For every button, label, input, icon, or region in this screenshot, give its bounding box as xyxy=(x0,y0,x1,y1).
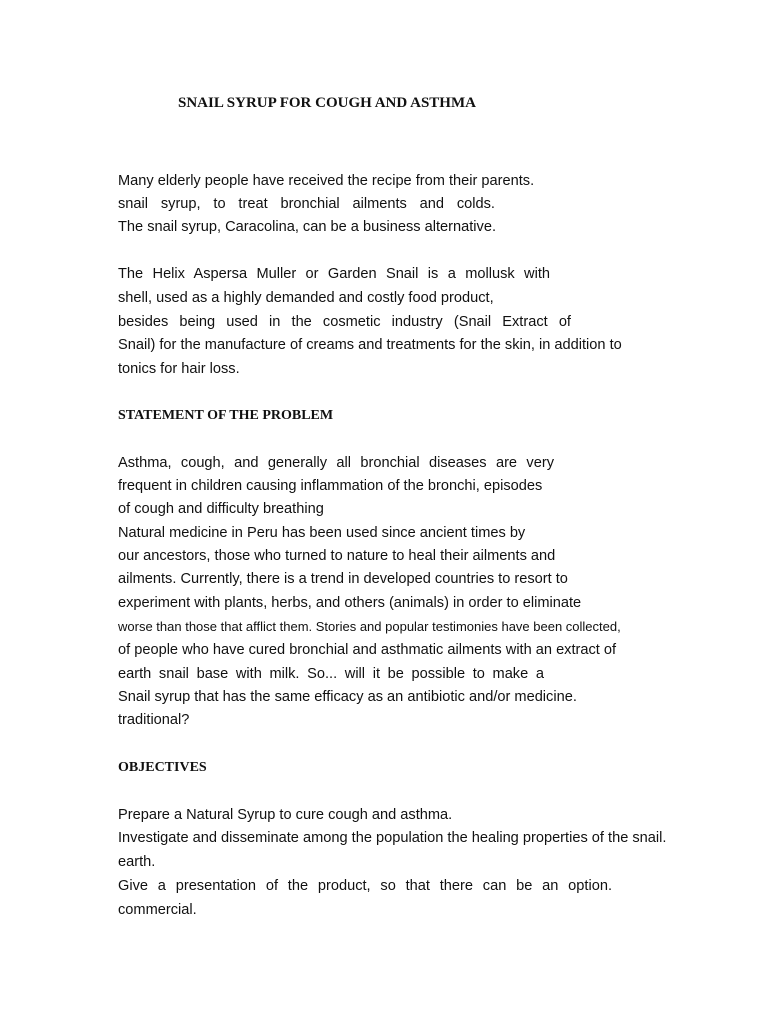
objectives-line-4: Give a presentation of the product, so that there can be an option. xyxy=(118,878,612,894)
problem-line-10: earth snail base with milk. So... will it be possible to make a xyxy=(118,666,544,682)
description-line-5: tonics for hair loss. xyxy=(118,361,240,377)
problem-line-9: of people who have cured bronchial and asthmatic ailments with an extract of xyxy=(118,642,617,658)
objectives-heading: OBJECTIVES xyxy=(118,760,207,775)
problem-line-11: Snail syrup that has the same efficacy as an antibiotic and/or medicine. xyxy=(118,689,577,705)
problem-line-8: worse than those that afflict them. Stories and popular testimonies have been collected, xyxy=(118,619,621,634)
document-title: SNAIL SYRUP FOR COUGH AND ASTHMA xyxy=(178,95,476,111)
intro-line-3: The snail syrup, Caracolina, can be a business alternative. xyxy=(118,219,497,235)
problem-line-12: traditional? xyxy=(118,712,190,728)
problem-line-5: our ancestors, those who turned to nature to heal their ailments and xyxy=(118,548,556,564)
objectives-line-1: Prepare a Natural Syrup to cure cough and asthma. xyxy=(118,807,453,823)
problem-heading: STATEMENT OF THE PROBLEM xyxy=(118,408,334,423)
intro-line-1: Many elderly people have received the recipe from their parents. xyxy=(118,173,535,189)
description-line-1: The Helix Aspersa Muller or Garden Snail is a mollusk with xyxy=(118,266,550,282)
problem-line-4: Natural medicine in Peru has been used since ancient times by xyxy=(118,525,526,541)
objectives-line-3: earth. xyxy=(118,854,156,870)
objectives-line-5: commercial. xyxy=(118,902,197,918)
objectives-line-2: Investigate and disseminate among the population the healing properties of the snail. xyxy=(118,830,667,846)
description-line-4: Snail) for the manufacture of creams and treatments for the skin, in addition to xyxy=(118,337,622,353)
problem-line-1: Asthma, cough, and generally all bronchial diseases are very xyxy=(118,455,554,471)
description-line-3: besides being used in the cosmetic industry (Snail Extract of xyxy=(118,314,571,330)
problem-line-6: ailments. Currently, there is a trend in developed countries to resort to xyxy=(118,571,568,587)
problem-line-7: experiment with plants, herbs, and others (animals) in order to eliminate xyxy=(118,595,582,611)
intro-line-2: snail syrup, to treat bronchial ailments and colds. xyxy=(118,196,495,212)
problem-line-3: of cough and difficulty breathing xyxy=(118,501,324,517)
problem-line-2: frequent in children causing inflammation of the bronchi, episodes xyxy=(118,478,543,494)
description-line-2: shell, used as a highly demanded and costly food product, xyxy=(118,290,494,306)
